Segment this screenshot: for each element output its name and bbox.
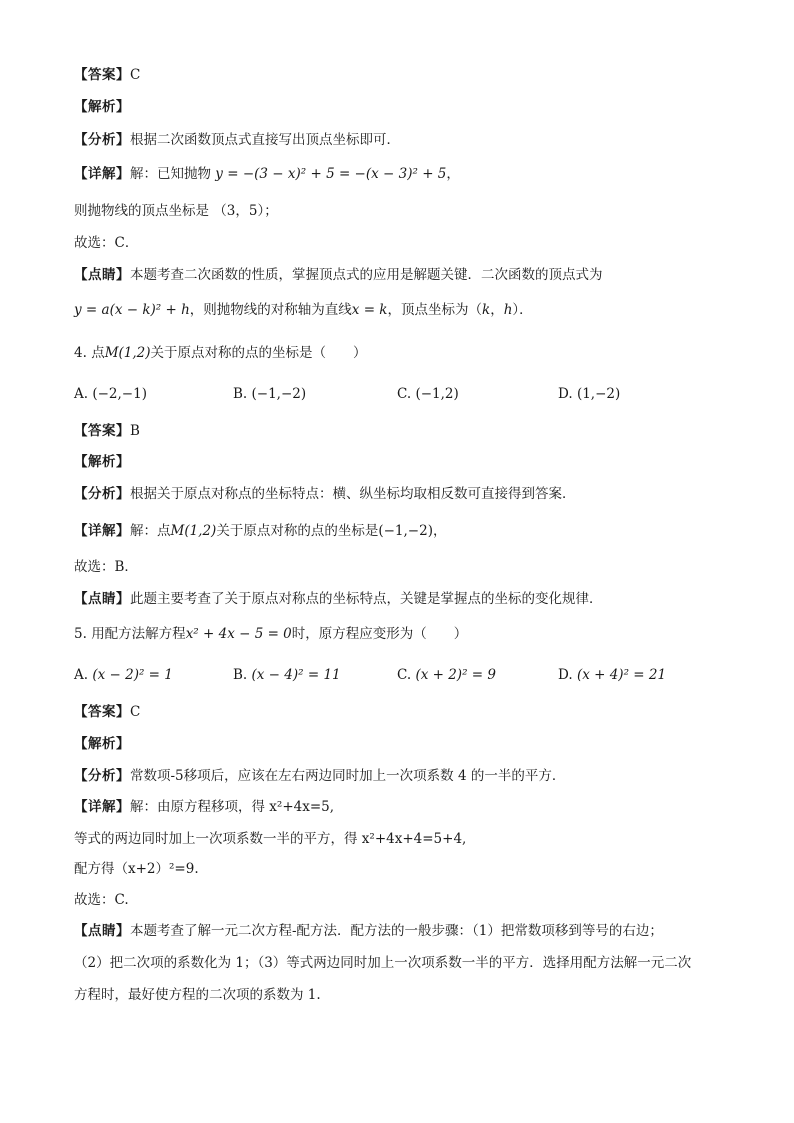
q5-detail-line3: 配方得（x+2）²=9. — [74, 861, 199, 877]
q5-stem — [74, 624, 734, 646]
option-value: (−1,−2) — [251, 386, 307, 402]
dianjing-tag: 【点睛】 — [74, 591, 130, 607]
q3-dianjing-line1 — [74, 265, 734, 287]
q5-fenxi-line — [74, 766, 734, 788]
q5-stem-eq: x² + 4x − 5 = 0 — [185, 626, 292, 642]
option-label: D. — [558, 667, 573, 683]
q5-dianjing-1: 本题考查了解一元二次方程-配方法．配方法的一般步骤：（1）把常数项移到等号的右边； — [130, 923, 663, 939]
option-label: B. — [233, 667, 248, 683]
answer-tag: 【答案】 — [74, 67, 130, 83]
q4-detail-end: ， — [432, 523, 447, 539]
q5-fenxi: 常数项-5移项后，应该在左右两边同时加上一次项系数 4 的一半的平方． — [130, 768, 566, 784]
fenxi-tag: 【分析】 — [74, 132, 130, 148]
q3-detail-line — [74, 164, 734, 186]
solve-prefix: 解： — [130, 799, 157, 815]
q4-jiexi-line — [74, 452, 734, 474]
q5-detail-line1 — [74, 797, 734, 819]
solve-prefix: 解： — [130, 523, 157, 539]
q3-choice-line: 故选：C． — [74, 235, 139, 251]
q5-dianjing-line2: （2）把二次项的系数化为 1；（3）等式两边同时加上一次项系数一半的平方．选择用配方法解一元二次 — [74, 955, 692, 971]
fenxi-tag: 【分析】 — [74, 768, 130, 784]
jiexi-tag: 【解析】 — [74, 454, 130, 470]
q5-number: 5. — [74, 626, 87, 642]
q3-dianjing-4: ）． — [512, 302, 533, 318]
xiangjie-tag: 【详解】 — [74, 799, 130, 815]
q4-fenxi-line — [74, 484, 734, 506]
q3-detail-formula: y = −(3 − x)² + 5 = −(x − 3)² + 5 — [215, 166, 447, 182]
q4-answer-line — [74, 421, 734, 443]
answer-tag: 【答案】 — [74, 423, 130, 439]
option-value: (x − 2)² = 1 — [92, 667, 173, 683]
option-value: (x + 4)² = 21 — [576, 667, 667, 683]
q3-jiexi-line — [74, 97, 734, 119]
q4-choice-line: 故选：B． — [74, 559, 138, 575]
q4-stem-a: 点 — [91, 345, 105, 361]
q4-detail-result: (−1,−2) — [378, 523, 433, 539]
option-value: (−1,2) — [415, 386, 459, 402]
option-value: (x + 2)² = 9 — [415, 667, 496, 683]
q5-option-b — [233, 665, 341, 685]
q5-option-a — [74, 665, 173, 685]
xiangjie-tag: 【详解】 — [74, 523, 130, 539]
q3-detail-end: ， — [446, 166, 460, 182]
q5-option-d — [558, 665, 666, 685]
jiexi-tag: 【解析】 — [74, 99, 130, 115]
q4-stem-b: 关于原点对称的点的坐标是（ ） — [150, 345, 367, 361]
q3-fenxi-line — [74, 130, 734, 152]
option-label: B. — [233, 386, 248, 402]
option-label: A. — [74, 667, 89, 683]
option-label: D. — [558, 386, 573, 402]
xiangjie-tag: 【详解】 — [74, 166, 130, 182]
q4-detail-a: 点 — [157, 523, 171, 539]
q4-detail-line — [74, 521, 734, 543]
answer-tag: 【答案】 — [74, 704, 130, 720]
option-label: C. — [397, 386, 412, 402]
q4-option-a — [74, 384, 147, 404]
q5-dianjing-line1 — [74, 921, 734, 943]
fenxi-tag: 【分析】 — [74, 486, 130, 502]
q4-detail-point: M(1,2) — [170, 523, 217, 539]
dianjing-tag: 【点睛】 — [74, 923, 130, 939]
option-value: (x − 4)² = 11 — [251, 667, 341, 683]
q5-options — [74, 665, 734, 687]
q5-answer-line — [74, 702, 734, 724]
q3-vertex-line: 则抛物线的顶点坐标是 （3，5）； — [74, 203, 278, 219]
jiexi-tag: 【解析】 — [74, 736, 130, 752]
q3-fenxi: 根据二次函数顶点式直接写出顶点坐标即可． — [130, 132, 400, 148]
q4-options — [74, 384, 734, 406]
q5-jiexi-line — [74, 734, 734, 756]
option-value: (1,−2) — [576, 386, 621, 402]
q4-detail-b: 关于原点对称的点的坐标是 — [216, 523, 379, 539]
q5-detail-1: 由原方程移项，得 x²+4x=5, — [157, 799, 335, 815]
option-label: C. — [397, 667, 412, 683]
q5-answer: C — [130, 704, 141, 720]
q5-option-c — [397, 665, 496, 685]
q3-dianjing-line2 — [74, 300, 734, 322]
q3-dianjing-k: k — [482, 302, 491, 318]
solve-prefix: 解： — [130, 166, 157, 182]
q3-dianjing-formula: y = a(x − k)² + h — [74, 302, 190, 318]
q3-dianjing-1: 本题考查二次函数的性质，掌握顶点式的应用是解题关键．二次函数的顶点式为 — [130, 267, 603, 283]
q3-dianjing-2: ，则抛物线的对称轴为直线 — [189, 302, 352, 318]
q3-dianjing-axis: x = k — [351, 302, 388, 318]
q4-answer: B — [130, 423, 140, 439]
q3-dianjing-sep: ， — [490, 302, 504, 318]
option-value: (−2,−1) — [92, 386, 147, 402]
q3-dianjing-h: h — [503, 302, 513, 318]
q4-stem — [74, 343, 734, 365]
q4-option-d — [558, 384, 620, 404]
q4-dianjing: 此题主要考查了关于原点对称点的坐标特点，关键是掌握点的坐标的变化规律． — [130, 591, 603, 607]
q4-number: 4. — [74, 345, 87, 361]
option-label: A. — [74, 386, 89, 402]
q5-dianjing-line3: 方程时，最好使方程的二次项的系数为 1. — [74, 987, 321, 1003]
q5-choice-line: 故选：C. — [74, 892, 129, 908]
q4-fenxi: 根据关于原点对称点的坐标特点：横、纵坐标均取相反数可直接得到答案． — [130, 486, 576, 502]
q3-dianjing-3: ，顶点坐标为（ — [387, 302, 482, 318]
q3-answer-line — [74, 65, 734, 87]
q3-answer: C — [130, 67, 141, 83]
q5-stem-b: 时，原方程应变形为（ ） — [291, 626, 468, 642]
q4-stem-point: M(1,2) — [104, 345, 151, 361]
q4-option-b — [233, 384, 306, 404]
q5-detail-line2: 等式的两边同时加上一次项系数一半的平方，得 x²+4x+4=5+4, — [74, 831, 467, 847]
dianjing-tag: 【点睛】 — [74, 267, 130, 283]
q4-option-c — [397, 384, 459, 404]
q3-detail-prefix: 已知抛物 — [157, 166, 211, 182]
q4-dianjing-line — [74, 589, 734, 611]
q5-stem-a: 用配方法解方程 — [91, 626, 186, 642]
